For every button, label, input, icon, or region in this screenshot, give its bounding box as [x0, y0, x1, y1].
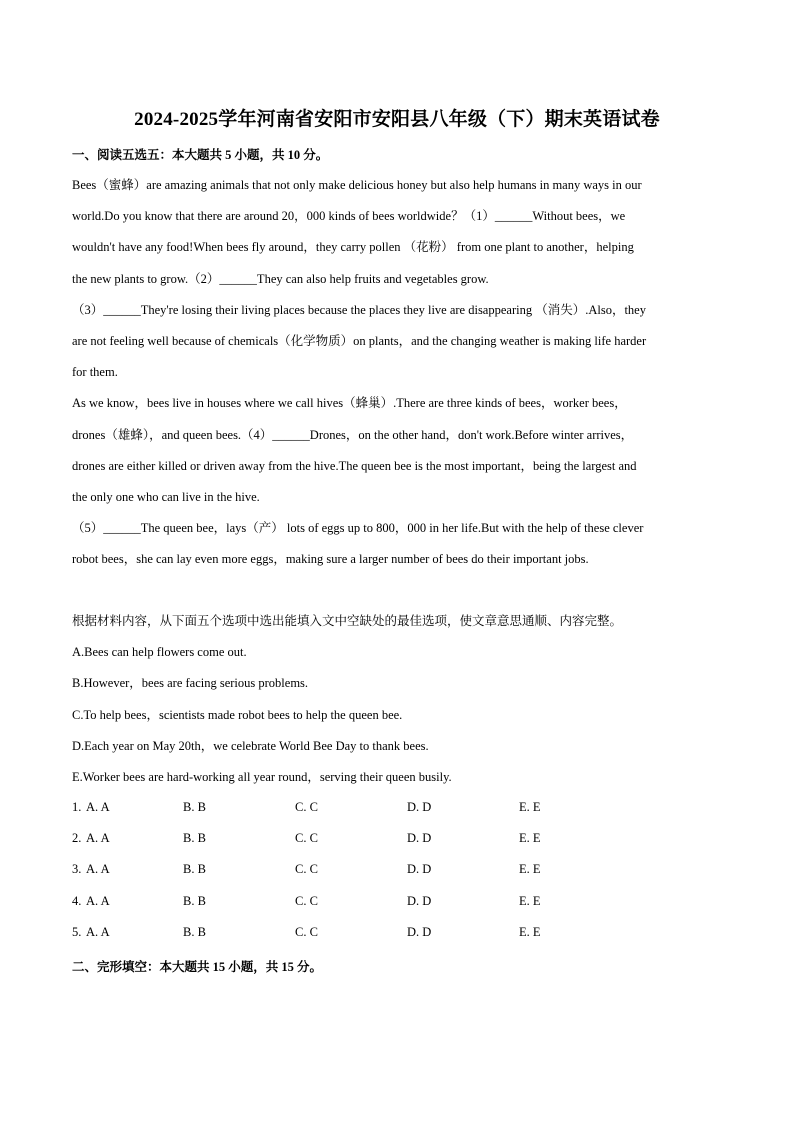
- question-row: [72, 917, 632, 948]
- choice-a[interactable]: A. A: [86, 924, 110, 939]
- passage-line: the new plants to grow.（2）______They can also help fruits and vegetables grow.: [72, 271, 489, 286]
- choice-a[interactable]: A. A: [86, 893, 110, 908]
- option-d: D.Each year on May 20th，we celebrate World Bee Day to thank bees.: [72, 738, 429, 753]
- option-a: A.Bees can help flowers come out.: [72, 645, 247, 660]
- choice-b[interactable]: B. B: [183, 924, 206, 939]
- passage-line: world.Do you know that there are around 20，000 kinds of bees worldwide？（1）______Without bees，we: [72, 209, 626, 224]
- question-number: 5.: [72, 924, 82, 939]
- choice-c[interactable]: C. C: [295, 800, 318, 814]
- passage-line: As we know，bees live in houses where we call hives（蜂巢）.There are three kinds of bees，worker bees，: [72, 396, 627, 411]
- choice-e[interactable]: E. E: [519, 893, 541, 908]
- choice-e[interactable]: E. E: [519, 862, 541, 877]
- options-block: [72, 606, 722, 793]
- passage-line: drones are either killed or driven away from the hive.The queen bee is the most important，being the largest and: [72, 458, 637, 473]
- choice-b[interactable]: B. B: [183, 800, 206, 814]
- passage-line: Bees（蜜蜂）are amazing animals that not only make delicious honey but also help humans in many ways in our: [72, 178, 642, 192]
- choice-e[interactable]: E. E: [519, 924, 541, 939]
- choice-c[interactable]: C. C: [295, 831, 318, 846]
- choice-d[interactable]: D. D: [407, 924, 432, 939]
- question-number: 1.: [72, 800, 82, 814]
- question-number: 2.: [72, 831, 82, 846]
- passage-line: drones（雄蜂），and queen bees.（4）______Drones，on the other hand，don't work.Before winter arrives，: [72, 427, 634, 442]
- exam-title: 2024-2025学年河南省安阳市安阳县八年级（下）期末英语试卷: [134, 109, 660, 130]
- section-1-heading: 一、阅读五选五：本大题共 5 小题，共 10 分。: [72, 148, 329, 162]
- passage-line: （3）______They're losing their living places because the places they live are disappearing （消失）.Also，they: [72, 302, 646, 317]
- choice-d[interactable]: D. D: [407, 893, 432, 908]
- question-row: [72, 792, 632, 823]
- reading-passage: [72, 170, 722, 575]
- passage-line: wouldn't have any food!When bees fly around，they carry pollen （花粉） from one plant to another，helping: [72, 240, 634, 255]
- question-row: [72, 854, 632, 885]
- choice-a[interactable]: A. A: [86, 831, 110, 846]
- choice-c[interactable]: C. C: [295, 893, 318, 908]
- choice-d[interactable]: D. D: [407, 800, 432, 814]
- choice-a[interactable]: A. A: [86, 862, 110, 877]
- instruction-text: 根据材料内容，从下面五个选项中选出能填入文中空缺处的最佳选项，使文章意思通顺、内容完整。: [72, 614, 623, 628]
- passage-line: robot bees，she can lay even more eggs，making sure a larger number of bees do their important jobs.: [72, 552, 589, 567]
- passage-line: the only one who can live in the hive.: [72, 489, 260, 504]
- choice-a[interactable]: A. A: [86, 800, 110, 814]
- question-row: [72, 886, 632, 917]
- choice-b[interactable]: B. B: [183, 831, 206, 846]
- passage-line: are not feeling well because of chemicals（化学物质）on plants，and the changing weather is making life harder: [72, 333, 647, 348]
- answer-choices-table: [72, 792, 632, 948]
- section-2-heading: 二、完形填空：本大题共 15 小题，共 15 分。: [72, 960, 323, 974]
- question-row: [72, 823, 632, 854]
- passage-line: （5）______The queen bee，lays（产） lots of eggs up to 800，000 in her life.But with the help of these clever: [72, 521, 644, 536]
- choice-d[interactable]: D. D: [407, 831, 432, 846]
- choice-c[interactable]: C. C: [295, 862, 318, 877]
- option-e: E.Worker bees are hard-working all year round，serving their queen busily.: [72, 769, 452, 784]
- option-c: C.To help bees，scientists made robot bees to help the queen bee.: [72, 707, 403, 722]
- choice-b[interactable]: B. B: [183, 893, 206, 908]
- choice-e[interactable]: E. E: [519, 800, 541, 814]
- choice-b[interactable]: B. B: [183, 862, 206, 877]
- passage-line: for them.: [72, 365, 118, 380]
- question-number: 3.: [72, 862, 82, 877]
- choice-c[interactable]: C. C: [295, 924, 318, 939]
- question-number: 4.: [72, 893, 82, 908]
- choice-e[interactable]: E. E: [519, 831, 541, 846]
- option-b: B.However，bees are facing serious problems.: [72, 676, 309, 691]
- choice-d[interactable]: D. D: [407, 862, 432, 877]
